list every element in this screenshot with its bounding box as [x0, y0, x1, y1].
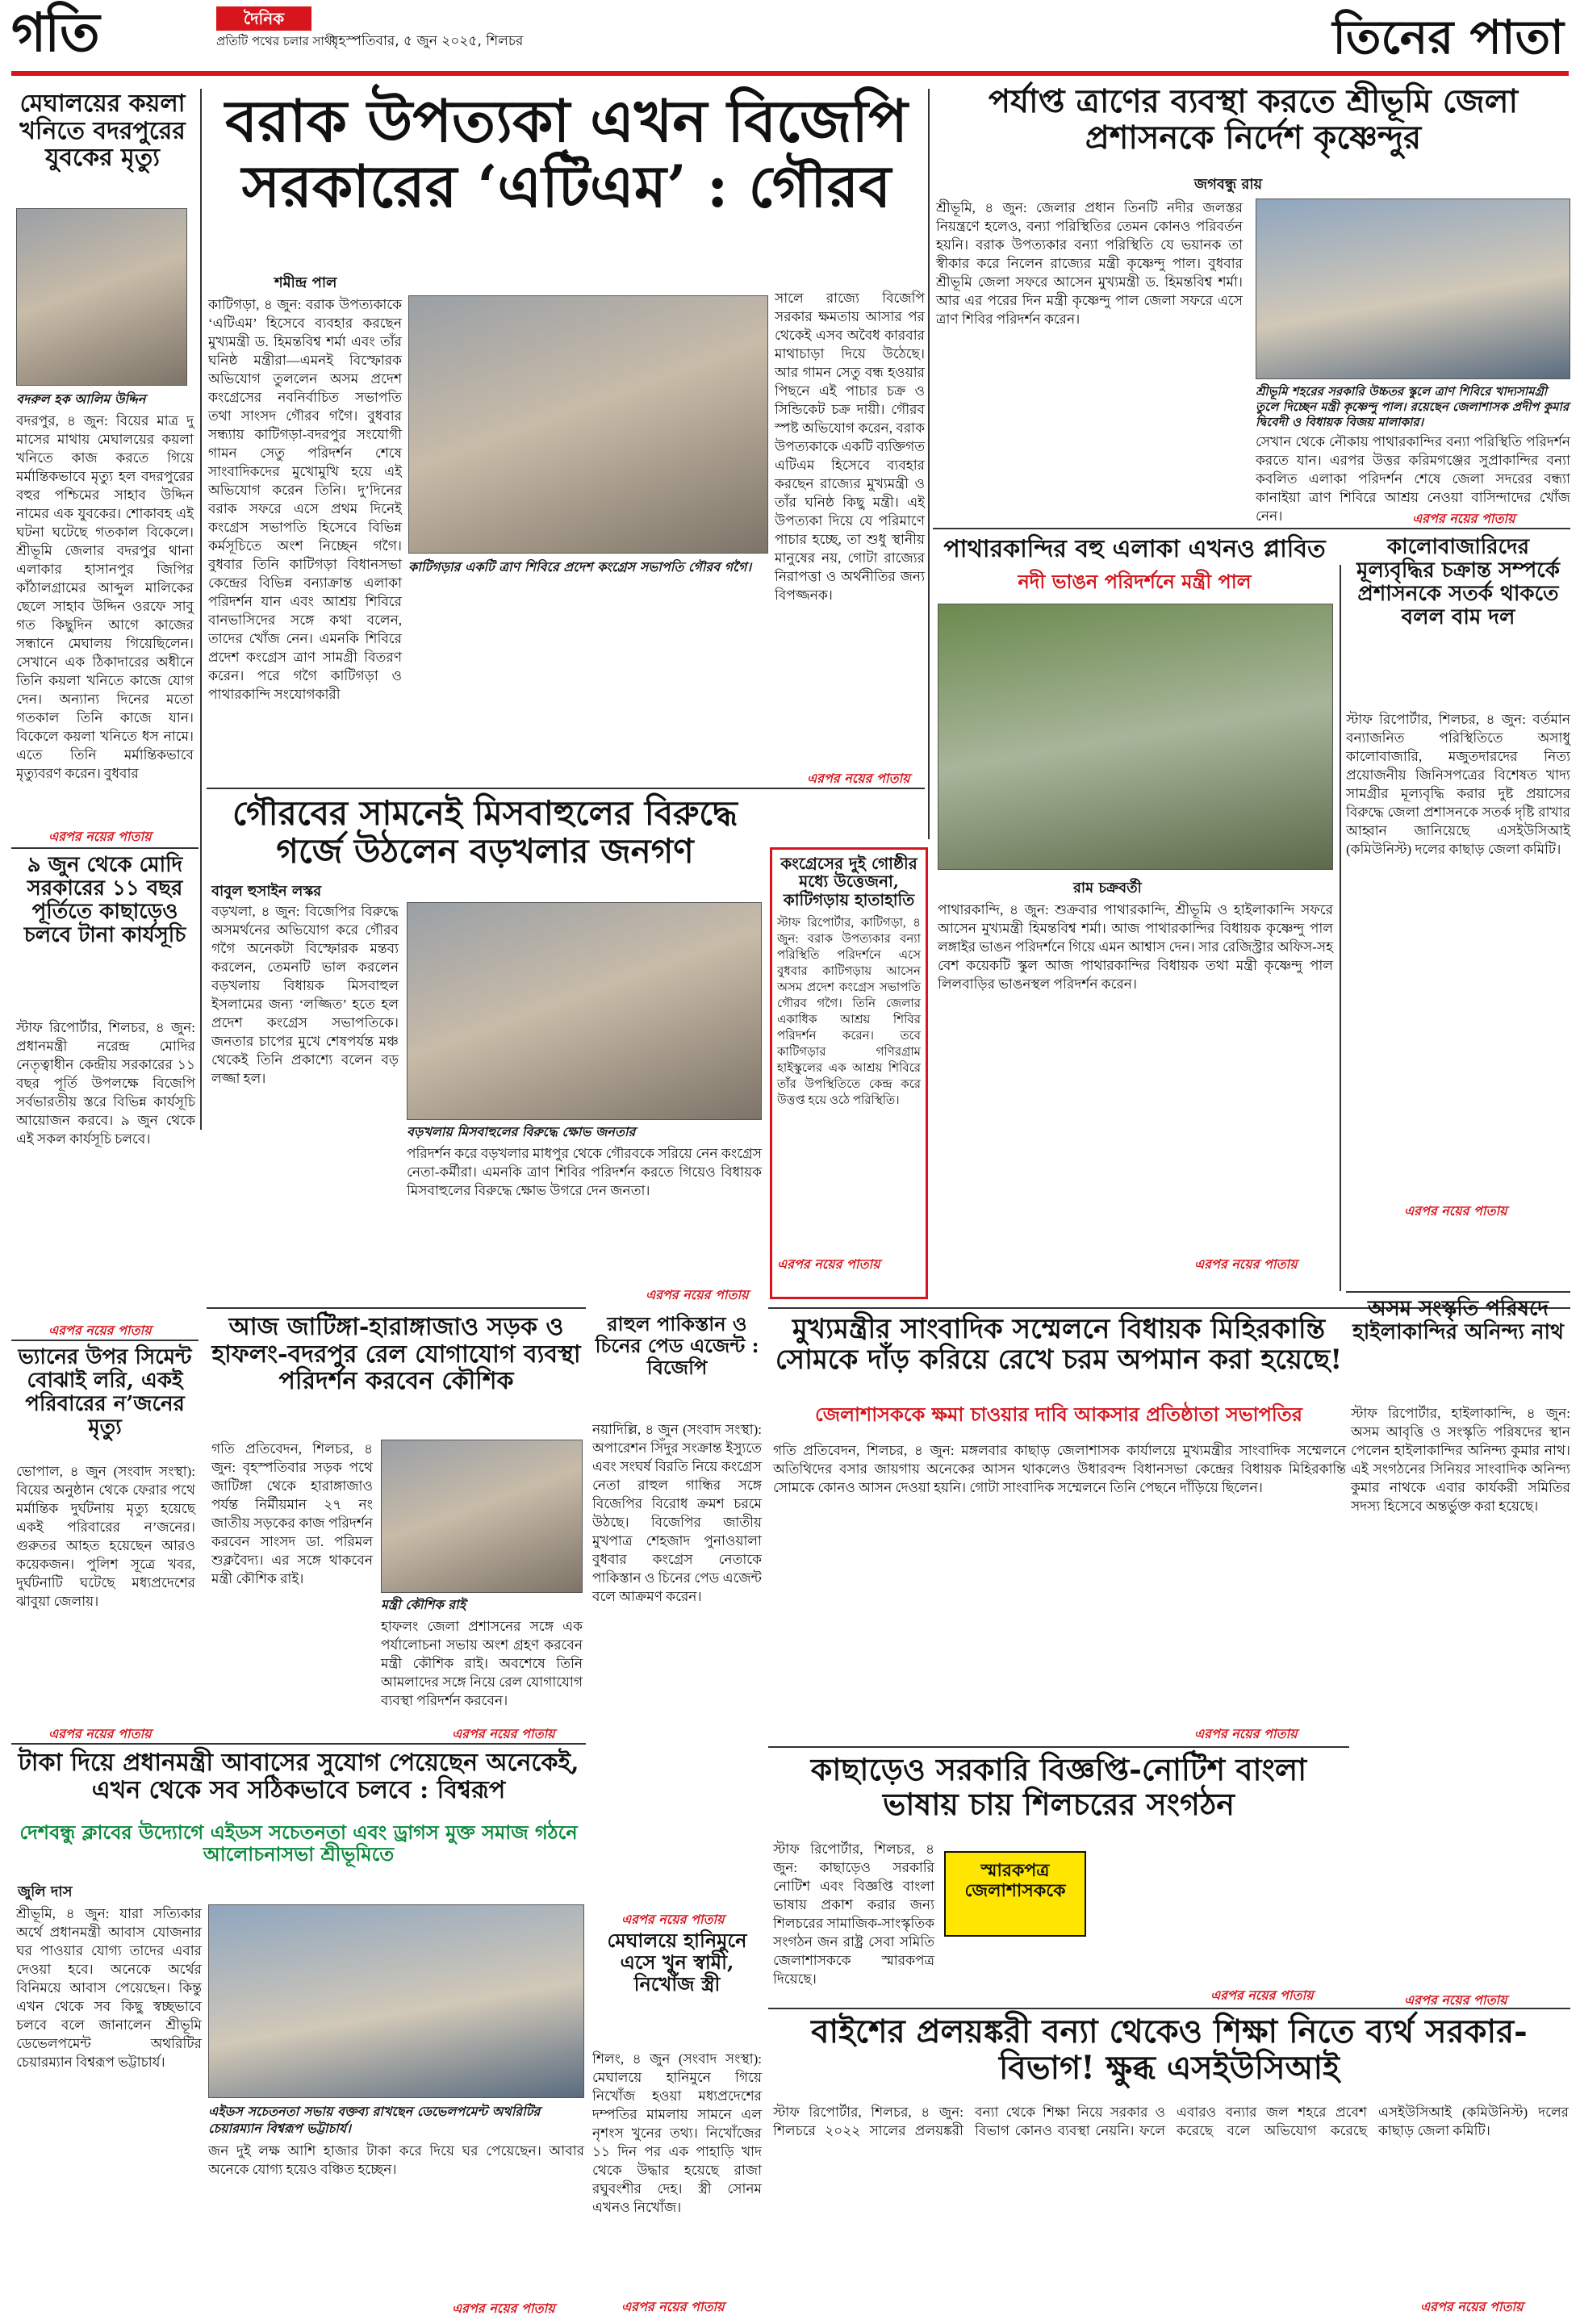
story-honeymoon-continued[interactable]: এরপর নয়ের পাতায়: [621, 2299, 725, 2314]
tagline: প্রতিটি পথের চলার সাথী: [216, 34, 336, 48]
story-memo-box-text: স্মারকপত্র জেলাশাসককে: [964, 1860, 1066, 1901]
story-rail-photo: [381, 1440, 583, 1593]
story-meghalaya-headline: মেঘালয়ের কয়লা খনিতে বদরপুরের যুবকের মৃত্যু: [19, 90, 186, 173]
story-katigora-continued[interactable]: এরপর নয়ের পাতায়: [777, 1256, 880, 1273]
story-aids-caption: এইডস সচেতনতা সভায় বক্তব্য রাখছেন ডেভেলপমেন্ট অথরিটির চেয়ারম্যান বিশ্বরূপ ভট্টাচার্য।: [208, 2104, 541, 2136]
divider: [207, 788, 925, 789]
story-memo-body: স্টাফ রিপোর্টার, শিলচর, ৪ জুন: কাছাড়েও সরকারি নোটিশ এবং বিজ্ঞপ্তি বাংলা ভাষায় প্রকাশ করার জন্য শিলচরের সামাজিক-সাংস্কৃতিক সংগঠন জন রাষ্ট্র সেবা সমিতি জেলাশাসককে স্মারকপত্র দিয়েছে।: [773, 1841, 934, 1987]
story-memo-box: [944, 1851, 1086, 1937]
divider: [768, 1746, 1349, 1748]
story-katigora-headline: কংগ্রেসের দুই গোষ্ঠীর মধ্যে উত্তেজনা, কাটিগড়ায় হাতাহাতি: [780, 854, 917, 909]
column-divider: [928, 89, 930, 839]
story-van-headline: ভ্যানের উপর সিমেন্ট বোঝাই লরি, একই পরিবারের ন’জনের মৃত্যু: [18, 1345, 192, 1440]
story-rail-continued[interactable]: এরপর নয়ের পাতায়: [452, 1726, 555, 1741]
story-modi-continued[interactable]: এরপর নয়ের পাতায়: [48, 1323, 152, 1338]
story-aids-photo: [208, 1904, 584, 2098]
masthead-rule: [11, 71, 1569, 76]
story-memo-headline: কাছাড়েও সরকারি বিজ্ঞপ্তি-নোটিশ বাংলা ভাষায় চায় শিলচরের সংগঠন: [810, 1751, 1307, 1822]
divider: [11, 847, 199, 849]
story-sribhumi-caption: শ্রীভূমি শহরের সরকারি উচ্চতর স্কুলে ত্রাণ শিবিরে খাদ্যসামগ্রী তুলে দিচ্ছেন মন্ত্রী কৃষ্ণেন্দু পাল। রয়েছেন জেলাশাসক প্রদীপ কুমার দ্বিবেদী ও বিধায়ক বিজয় মালাকার।: [1256, 384, 1570, 429]
story-meghalaya-continued[interactable]: এরপর নয়ের পাতায়: [48, 829, 152, 844]
story-assam-culture-headline: অসম সংস্কৃতি পরিষদে হাইলাকান্দির অনিন্দ্য নাথ: [1352, 1297, 1564, 1345]
divider: [207, 1307, 586, 1309]
story-barak-caption: কাটিগড়ার একটি ত্রাণ শিবিরে প্রদেশ কংগ্রেস সভাপতি গৌরব গগৈ।: [408, 559, 752, 575]
story-mihir-headline: মুখ্যমন্ত্রীর সাংবাদিক সম্মেলনে বিধায়ক মিহিরকান্তি সোমকে দাঁড় করিয়ে রেখে চরম অপমান করা হয়েছে!: [775, 1313, 1343, 1377]
page-title: তিনের পাতা: [1332, 10, 1564, 65]
story-meghalaya-body: বদরপুর, ৪ জুন: বিয়ের মাত্র দু মাসের মাথায় মেঘালয়ের কয়লা খনিতে কাজ করতে গিয়ে মর্মান্তিকভাবে মৃত্যু হল বদরপুরের বহুর পশ্চিমের সাহাব উদ্দিন নামের এক যুবকের। শোকাবহ এই ঘটনা ঘটেছে গতকাল বিকেলে। শ্রীভূমি জেলার বদরপুর থানা এলাকার হাসানপুর জিপির কাঁঠালগ্রামের আব্দুল মালিকের ছেলে সাহাব উদ্দিন ওরফে সাবু গত কিছুদিন আগে কাজের সন্ধানে মেঘালয় গিয়েছিলেন। সেখানে এক ঠিকাদারের অধীনে তিনি কয়লা খনিতে কাজে যোগ দেন। অন্যান্য দিনের মতো গতকাল তিনি কাজে যান। বিকেলে কয়লা খনিতে ধস নামে। এতে তিনি মর্মান্তিকভাবে মৃত্যুবরণ করেন। বুধবার: [16, 413, 194, 781]
story-modi-body: স্টাফ রিপোর্টার, শিলচর, ৪ জুন: প্রধানমন্ত্রী নরেন্দ্র মোদির নেতৃত্বাধীন কেন্দ্রীয় সরকারের ১১ বছর পূর্তি উপলক্ষে বিজেপি সর্বভারতীয় স্তরে বিভিন্ন কার্যসূচি আয়োজন করবে। ৯ জুন থেকে এই সকল কার্যসূচি চলবে।: [16, 1020, 195, 1147]
story-sribhumi-body: শ্রীভূমি, ৪ জুন: জেলার প্রধান তিনটি নদীর জলস্তর নিয়ন্ত্রণে হলেও, বন্যা পরিস্থিতির তেমন কোনও পরিবর্তন হয়নি। বরাক উপত্যকার বন্যা পরিস্থিতি যে ভয়ানক তা স্বীকার করে নিলেন রাজ্যের মন্ত্রী কৃষ্ণেন্দু পাল। বুধবার শ্রীভূমি জেলা সফরে আসেন মুখ্যমন্ত্রী ড. হিমন্তবিশ্ব শর্মা। আর এর পরের দিন মন্ত্রী কৃষ্ণেন্দু পাল জেলা সফরে এসে ত্রাণ শিবির পরিদর্শন করেন।: [936, 200, 1243, 327]
story-awas-headline: টাকা দিয়ে প্রধানমন্ত্রী আবাসের সুযোগ পেয়েছেন অনেকেই, এখন থেকে সব সঠিকভাবে চলবে : বিশ্বরূপ: [18, 1749, 579, 1804]
story-barak-body-continued: সালে রাজ্যে বিজেপি সরকার ক্ষমতায় আসার পর থেকেই এসব অবৈধ কারবার মাথাচাড়া দিয়ে উঠেছে। আর গামন সেতু বন্ধ হওয়ার পিছনে এই পাচার চক্র ও সিন্ডিকেট চক্র দায়ী। গৌরব স্পষ্ট অভিযোগ করেন, বরাক উপত্যকাকে একটি ব্যক্তিগত এটিএম হিসেবে ব্যবহার করছেন রাজ্যের মুখ্যমন্ত্রী ও তাঁর ঘনিষ্ঠ কিছু মন্ত্রী। এই উপত্যকা দিয়ে যে পরিমাণে পাচার হচ্ছে, তা শুধু স্থানীয় মানুষের নয়, গোটা রাজ্যের নিরাপত্তা ও অর্থনীতির জন্য বিপজ্জনক।: [775, 290, 925, 603]
story-meghalaya-photo: [16, 208, 187, 386]
story-rahul-continued[interactable]: এরপর নয়ের পাতায়: [621, 1912, 725, 1927]
story-kalobazar-continued[interactable]: এরপর নয়ের পাতায়: [1404, 1203, 1507, 1218]
story-mizbahul-body: বড়খলা, ৪ জুন: বিজেপির বিরুদ্ধে অসমর্থনের অভিযোগ করে গৌরব গগৈ অনেকটা বিস্ফোরক মন্তব্য করলেন, তেমনটি ভাল করলেন বড়খলায় বিধায়ক মিসবাহুল ইসলামের জন্য ‘লজ্জিত’ হতে হল প্রদেশ কংগ্রেস সভাপতিকে। জনতার চাপের মুখে শেষপর্যন্ত মঞ্চ থেকেই তিনি প্রকাশ্যে বলেন বড় লজ্জা হল।: [211, 904, 399, 1086]
story-katigora-body: স্টাফ রিপোর্টার, কাটিগড়া, ৪ জুন: বরাক উপত্যকার বন্যা পরিস্থিতি পরিদর্শনে এসে বুধবার কাটিগড়ায় আসেন অসম প্রদেশ কংগ্রেস সভাপতি গৌরব গগৈ। তিনি জেলার একাধিক আশ্রয় শিবির পরিদর্শন করেন। তবে কাটিগড়ার গণিরগ্রাম হাইস্কুলের এক আশ্রয় শিবিরে তাঁর উপস্থিতিতে কেন্দ্র করে উত্তপ্ত হয়ে ওঠে পরিস্থিতি।: [777, 917, 921, 1108]
story-mihir-continued[interactable]: এরপর নয়ের পাতায়: [1194, 1726, 1298, 1741]
story-aids-continued[interactable]: এরপর নয়ের পাতায়: [452, 2301, 555, 2316]
story-mizbahul-byline: বাবুল হুসাইন লস্কর: [211, 883, 322, 900]
story-aids-byline: জুলি দাস: [18, 1883, 73, 1900]
story-mizbahul-headline: গৌরবের সামনেই মিসবাহুলের বিরুদ্ধে গর্জে উঠলেন বড়খলার জনগণ: [232, 793, 738, 872]
story-rail-body-continued: হাফলং জেলা প্রশাসনের সঙ্গে এক পর্যালোচনা সভায় অংশ গ্রহণ করবেন মন্ত্রী কৌশিক রাই। অবশেষে তিনি আমলাদের সঙ্গে নিয়ে রেল যোগাযোগ ব্যবস্থা পরিদর্শন করবেন।: [381, 1619, 583, 1708]
masthead-logo: [11, 3, 199, 66]
story-assam-culture-continued[interactable]: এরপর নয়ের পাতায়: [1404, 1992, 1507, 2008]
story-barak-continued[interactable]: এরপর নয়ের পাতায়: [807, 771, 910, 786]
story-patharkandi-headline: পাথারকান্দির বহু এলাকা এখনও প্লাবিত: [943, 535, 1326, 563]
story-patharkandi-body: পাথারকান্দি, ৪ জুন: শুক্রবার পাথারকান্দি, শ্রীভূমি ও হাইলাকান্দি সফরে আসেন মুখ্যমন্ত্রী হিমন্তবিশ্ব শর্মা। আজ পাথারকান্দির বিধায়ক কৃষ্ণেন্দু পাল লঙ্গাইর ভাঙন পরিদর্শনে গিয়ে এমন আশ্বাস দেন। সার রেজিস্ট্রার অফিস-সহ বেশ কয়েকটি স্কুল আজ পাথারকান্দির বিধায়ক তথা মন্ত্রী কৃষ্ণেন্দু পাল লিলবাড়ির ভাঙনস্থল পরিদর্শন করেন।: [938, 902, 1333, 992]
story-barak-body: কাটিগড়া, ৪ জুন: বরাক উপত্যকাকে ‘এটিএম’ হিসেবে ব্যবহার করছেন মুখ্যমন্ত্রী ড. হিমন্তবিশ্ব শর্মা এবং তাঁর ঘনিষ্ঠ মন্ত্রীরা—এমনই বিস্ফোরক অভিযোগ তুললেন অসম প্রদেশ কংগ্রেসের নবনির্বাচিত সভাপতি তথা সাংসদ গৌরব গগৈ। বুধবার সন্ধ্যায় কাটিগড়া-বদরপুর সংযোগী গামন সেতু পরিদর্শন শেষে সাংবাদিকদের মুখোমুখি হয়ে এই অভিযোগ করেন তিনি। দু’দিনের বরাক সফরে এসে প্রথম দিনেই কংগ্রেস সভাপতি হিসেবে বিভিন্ন কর্মসূচিতে অংশ নিচ্ছেন গগৈ। বুধবার তিনি কাটিগড়া বিধানসভা কেন্দ্রের বিভিন্ন বন্যাক্রান্ত এলাকা পরিদর্শন যান এবং আশ্রয় শিবিরে বানভাসিদের সঙ্গে কথা বলেন, তাদের খোঁজ নেন। এমনকি শিবিরে প্রদেশ কংগ্রেস ত্রাণ সামগ্রী বিতরণ করেন। পরে গগৈ কাটিগড়া ও পাথারকান্দি সংযোগকারী: [208, 297, 402, 702]
story-patharkandi-photo: [938, 604, 1333, 870]
story-barak-photo: [408, 295, 768, 554]
story-aids-headline: দেশবন্ধু ক্লাবের উদ্যোগে এইডস সচেতনতা এবং ড্রাগস মুক্ত সমাজ গঠনে আলোচনাসভা শ্রীভূমিতে: [19, 1820, 578, 1866]
story-rahul-body: নয়াদিল্লি, ৪ জুন (সংবাদ সংস্থা): অপারেশন সিঁদুর সংক্রান্ত ইস্যুতে এবং সংঘর্ষ বিরতি নিয়ে কংগ্রেস নেতা রাহুল গান্ধির সঙ্গে বিজেপির বিরোধ ক্রমশ চরমে উঠছে। বিজেপির জাতীয় মুখপাত্র শেহজাদ পুনাওয়ালা বুধবার কংগ্রেস নেতাকে পাকিস্তান ও চিনের পেড এজেন্ট বলে আক্রমণ করেন।: [592, 1422, 762, 1604]
column-divider: [200, 89, 202, 1130]
story-assam-culture-body: স্টাফ রিপোর্টার, হাইলাকান্দি, ৪ জুন: অসম আবৃত্তি ও সংস্কৃতি পরিষদের স্থান পেলেন হাইলাকান্দির অনিন্দ্য কুমার নাথ। এই সংগঠনের সিনিয়র সাংবাদিক অনিন্দ্য কুমার নাথকে এবার কার্যকরী সমিতির সদস্য হিসেবে অন্তর্ভুক্ত করা হয়েছে।: [1351, 1406, 1570, 1514]
column-divider: [1340, 565, 1341, 1291]
divider: [11, 1743, 586, 1745]
dateline: বৃহস্পতিবার, ৫ জুন ২০২৫, শিলচর: [331, 33, 524, 49]
story-sribhumi-headline: পর্যাপ্ত ত্রাণের ব্যবস্থা করতে শ্রীভূমি জেলা প্রশাসনকে নির্দেশ কৃষ্ণেন্দুর: [988, 82, 1519, 157]
divider: [11, 1340, 199, 1341]
story-rahul-headline: রাহুল পাকিস্তান ও চিনের পেড এজেন্ট : বিজেপি: [595, 1312, 759, 1379]
story-sribhumi-photo: [1256, 199, 1570, 379]
story-suci-continued[interactable]: এরপর নয়ের পাতায়: [1420, 2299, 1524, 2314]
story-aids-body: শ্রীভূমি, ৪ জুন: যারা সত্যিকার অর্থে প্রধানমন্ত্রী আবাস যোজনার ঘর পাওয়ার যোগ্য তাদের এবার দেওয়া হবে। অনেকে অর্থের বিনিময়ে আবাস পেয়েছেন। কিন্তু এখন থেকে সব কিছু স্বচ্ছভাবে চলবে বলে জানালেন শ্রীভূমি ডেভেলপমেন্ট অথরিটির চেয়ারম্যান বিশ্বরূপ ভট্টাচার্য।: [16, 1906, 202, 2070]
divider: [1346, 1291, 1570, 1293]
story-modi-headline: ৯ জুন থেকে মোদি সরকারের ১১ বছর পূর্তিতে কাছাড়েও চলবে টানা কার্যসূচি: [23, 853, 186, 948]
story-rail-caption: মন্ত্রী কৌশিক রাই: [381, 1597, 466, 1612]
story-mihir-subhead: জেলাশাসককে ক্ষমা চাওয়ার দাবি আকসার প্রতিষ্ঠাতা সভাপতির: [814, 1402, 1303, 1426]
story-van-body: ভোপাল, ৪ জুন (সংবাদ সংস্থা): বিয়ের অনুষ্ঠান থেকে ফেরার পথে মর্মান্তিক দুর্ঘটনায় মৃত্যু হয়েছে একই পরিবারের ন’জনের। গুরুতর আহত হয়েছেন আরও কয়েকজন। পুলিশ সূত্রে খবর, দুর্ঘটনাটি ঘটেছে মধ্যপ্রদেশের ঝাবুয়া জেলায়।: [16, 1464, 195, 1609]
story-rail-body: গতি প্রতিবেদন, শিলচর, ৪ জুন: বৃহস্পতিবার সড়ক পথে জাটিঙ্গা থেকে হারাঙ্গাজাও পর্যন্ত নির্মীয়মান ২৭ নং জাতীয় সড়কের কাজ পরিদর্শন করবেন সাংসদ ডা. পরিমল শুক্লবৈদ্য। এর সঙ্গে থাকবেন মন্ত্রী কৌশিক রাই।: [211, 1441, 373, 1586]
story-memo-continued[interactable]: এরপর নয়ের পাতায়: [1210, 1988, 1314, 2003]
story-suci-headline: বাইশের প্রলয়ঙ্করী বন্যা থেকেও শিক্ষা নিতে ব্যর্থ সরকার-বিভাগ! ক্ষুব্ধ এসইউসিআই: [811, 2013, 1528, 2087]
story-honeymoon-headline: মেঘালয়ে হানিমুনে এসে খুন স্বামী, নিখোঁজ স্ত্রী: [607, 1929, 747, 1996]
story-honeymoon-body: শিলং, ৪ জুন (সংবাদ সংস্থা): মেঘালয়ে হানিমুনে গিয়ে নিখোঁজ হওয়া মধ্যপ্রদেশের দম্পতির মামলায় সামনে এল নৃশংস খুনের তথ্য। নিখোঁজের ১১ দিন পর এক পাহাড়ি খাদ থেকে উদ্ধার হয়েছে রাজা রঘুবংশীর দেহ। স্ত্রী সোনম এখনও নিখোঁজ।: [592, 2051, 762, 2215]
story-mizbahul-continued[interactable]: এরপর নয়ের পাতায়: [646, 1287, 749, 1302]
story-patharkandi-byline: রাম চক্রবর্তী: [1073, 880, 1142, 897]
story-patharkandi-continued[interactable]: এরপর নয়ের পাতায়: [1194, 1256, 1298, 1272]
story-mizbahul-photo: [407, 902, 762, 1120]
story-aids-body-continued: জন দুই লক্ষ আশি হাজার টাকা করে দিয়ে ঘর পেয়েছেন। আবার অনেকে যোগ্য হয়েও বঞ্চিত হচ্ছেন।: [208, 2143, 584, 2177]
story-patharkandi-subhead: নদী ভাঙন পরিদর্শনে মন্ত্রী পাল: [1018, 570, 1252, 593]
story-mihir-body: গতি প্রতিবেদন, শিলচর, ৪ জুন: মঙ্গলবার কাছাড় জেলাশাসক কার্যালয়ে মুখ্যমন্ত্রীর সাংবাদিক সম্মেলনে অতিথিদের বসার জায়গায় অনেকের আসন থাকলেও উধারবন্দ বিধানসভা কেন্দ্রের বিধায়ক মিহিরকান্তি সোমকে কোনও আসন দেওয়া হয়নি। গোটা সাংবাদিক সম্মেলনে তিনি পেছনে দাঁড়িয়ে ছিলেন।: [773, 1443, 1346, 1495]
story-sribhumi-body-continued: সেখান থেকে নৌকায় পাথারকান্দির বন্যা পরিস্থিতি পরিদর্শন করতে যান। এরপর উত্তর করিমগঞ্জের সুপ্রাকান্দির বন্যা কবলিত এলাকা পরিদর্শন শেষে জেলা সদরের বন্ধ্যা কানাইয়া ত্রাণ শিবিরে আশ্রয় নেওয়া বাসিন্দাদের খোঁজ নেন।: [1256, 434, 1570, 524]
logo-text: গতি: [11, 1, 98, 64]
divider: [933, 528, 1570, 529]
story-suci-body: স্টাফ রিপোর্টার, শিলচর, ৪ জুন: শিলচরে ২০২২ সালের প্রলয়ঙ্করী বন্যা থেকে শিক্ষা নিয়ে সরকার ও বিভাগ কোনও ব্যবস্থা নেয়নি। ফলে এবারও বন্যার জল শহরে প্রবেশ করেছে বলে অভিযোগ করেছে এসইউসিআই (কমিউনিস্ট) দলের কাছাড় জেলা কমিটি।: [773, 2105, 1569, 2138]
story-sribhumi-continued[interactable]: এরপর নয়ের পাতায়: [1412, 511, 1515, 526]
story-mizbahul-body-continued: পরিদর্শন করে বড়খলার মাধপুর থেকে গৌরবকে সরিয়ে নেন কংগ্রেস নেতা-কর্মীরা। এমনকি ত্রাণ শিবির পরিদর্শন করতে গিয়েও বিধায়ক মিসবাহুলের বিরুদ্ধে ক্ষোভ উগরে দেন জনতা।: [407, 1146, 762, 1198]
story-van-continued[interactable]: এরপর নয়ের পাতায়: [48, 1726, 152, 1741]
story-meghalaya-caption: বদরুল হক আলিম উদ্দিন: [16, 391, 146, 407]
story-mizbahul-caption: বড়খলায় মিসবাহুলের বিরুদ্ধে ক্ষোভ জনতার: [407, 1124, 636, 1139]
divider: [768, 2008, 1570, 2009]
story-barak-headline: বরাক উপত্যকা এখন বিজেপি সরকারের ‘এটিএম’ : গৌরব: [225, 86, 908, 220]
story-rail-headline: আজ জাটিঙ্গা-হারাঙ্গাজাও সড়ক ও হাফলং-বদরপুর রেল যোগাযোগ ব্যবস্থা পরিদর্শন করবেন কৌশিক: [211, 1313, 581, 1396]
story-barak-byline: শমীন্দ্র পাল: [274, 274, 337, 291]
story-katigora-box: [770, 847, 928, 1299]
story-sribhumi-byline: জগবন্ধু রায়: [1194, 176, 1263, 193]
story-kalobazar-headline: কালোবাজারিদের মূল্যবৃদ্ধির চক্রান্ত সম্পর্কে প্রশাসনকে সতর্ক থাকতে বলল বাম দল: [1356, 535, 1560, 630]
daily-badge: দৈনিক: [216, 6, 311, 31]
story-kalobazar-body: স্টাফ রিপোর্টার, শিলচর, ৪ জুন: বর্তমান বন্যাজনিত পরিস্থিতিতে অসাধু কালোবাজারি, মজুতদারদের নিত্য প্রয়োজনীয় জিনিসপত্রের বিশেষত খাদ্য সামগ্রীর মূল্যবৃদ্ধি করার দুষ্ট প্রয়াসের বিরুদ্ধে জেলা প্রশাসনকে সতর্ক দৃষ্টি রাখার আহ্বান জানিয়েছে এসইউসিআই (কমিউনিস্ট) দলের কাছাড় জেলা কমিটি।: [1346, 712, 1570, 857]
